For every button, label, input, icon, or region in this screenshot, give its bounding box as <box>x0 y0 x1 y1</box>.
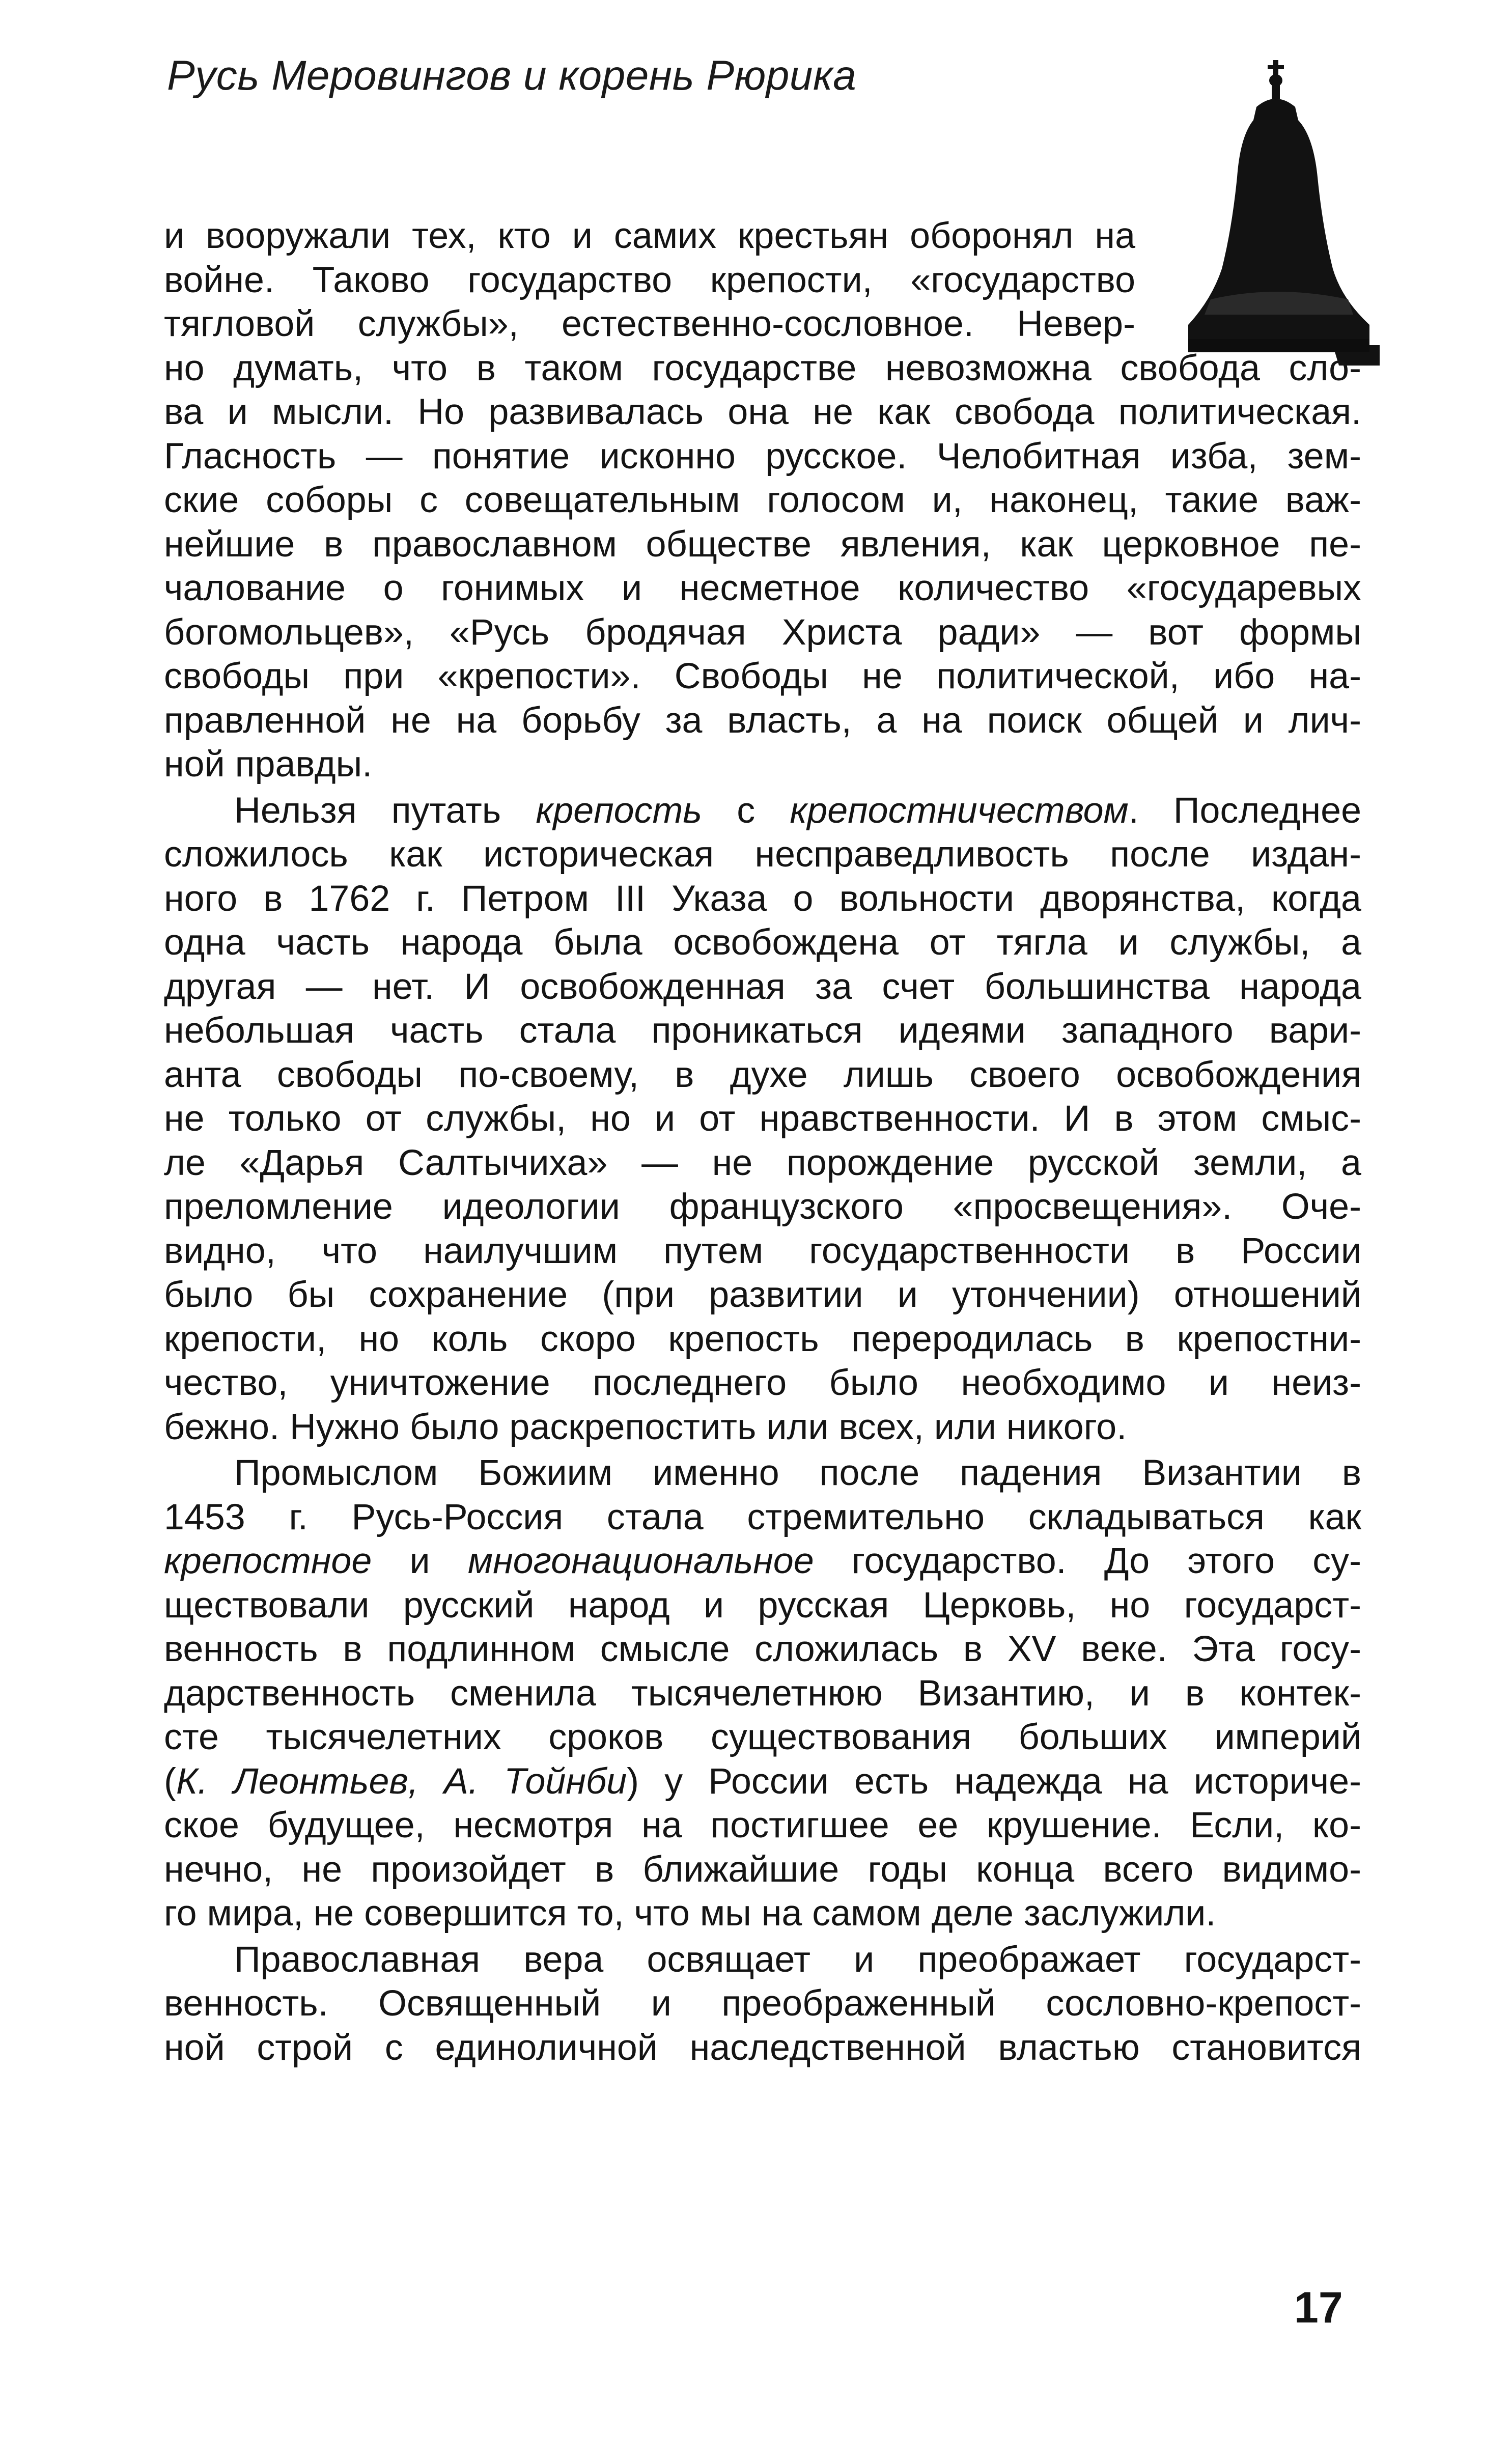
text-line: видно, что наилучшим путем государственности в России <box>164 1230 1361 1271</box>
text-line: войне. Таково государство крепости, «государство <box>164 259 1135 300</box>
emphasis-text: крепость <box>536 790 703 831</box>
text-line: ществовали русский народ и русская Церковь, но государст- <box>164 1584 1361 1626</box>
text-line: было бы сохранение (при развитии и утончении) отношений <box>164 1274 1361 1315</box>
text-line <box>164 789 1361 833</box>
text-line: сложилось как историческая несправедливость после издан- <box>164 834 1361 875</box>
text-line <box>164 1759 1361 1804</box>
text-line: преломление идеологии французского «просвещения». Оче- <box>164 1186 1361 1227</box>
emphasis-text: крепостное <box>164 1541 372 1581</box>
text-line: свободы при «крепости». Свободы не политической, ибо на- <box>164 656 1361 696</box>
paragraph-4 <box>164 1938 1361 2070</box>
text-run: . Последнее <box>1128 790 1361 831</box>
text-line: ле «Дарья Салтычиха» — не порождение русской земли, а <box>164 1142 1361 1183</box>
text-line: нечно, не произойдет в ближайшие годы конца всего видимо- <box>164 1849 1361 1890</box>
text-line <box>164 1539 1361 1583</box>
text-line: ские соборы с совещательным голосом и, наконец, такие важ- <box>164 480 1361 520</box>
text-line: бежно. Нужно было раскрепостить или всех, или никого. <box>164 1406 1127 1447</box>
text-line: го мира, не совершится то, что мы на самом деле заслужили. <box>164 1893 1216 1934</box>
text-line: ной строй с единоличной наследственной властью становится <box>164 2027 1361 2068</box>
text-run: государство. До этого су- <box>814 1541 1361 1581</box>
emphasis-text: многонациональное <box>467 1541 814 1581</box>
running-head: Русь Меровингов и корень Рюрика <box>167 52 857 99</box>
text-line: другая — нет. И освобожденная за счет большинства народа <box>164 966 1361 1007</box>
text-line: венность. Освященный и преображенный сословно-крепост- <box>164 1983 1361 2024</box>
text-line: небольшая часть стала проникаться идеями западного вари- <box>164 1010 1361 1051</box>
text-line: но думать, что в таком государстве невозможна свобода сло- <box>164 347 1361 388</box>
text-line: крепости, но коль скоро крепость переродилась в крепостни- <box>164 1318 1361 1359</box>
text-line: ва и мысли. Но развивалась она не как свобода политическая. <box>164 391 1361 432</box>
text-line: тягловой службы», естественно-сословное. Невер- <box>164 303 1135 344</box>
text-run: ) у России есть надежда на историче- <box>627 1760 1361 1802</box>
text-line: сте тысячелетних сроков существования больших империй <box>164 1717 1361 1757</box>
paragraph-3 <box>164 1451 1361 1936</box>
text-line: правленной не на борьбу за власть, а на поиск общей и лич- <box>164 699 1361 741</box>
text-line: ного в 1762 г. Петром III Указа о вольности дворянства, когда <box>164 878 1361 919</box>
text-line: богомольцев», «Русь бродячая Христа ради» — вот формы <box>164 611 1361 653</box>
text-line: Промыслом Божиим именно после падения Византии в <box>234 1452 1361 1493</box>
text-run: ( <box>164 1760 176 1802</box>
paragraph-1 <box>164 214 1361 787</box>
text-run: Нельзя путать <box>234 790 536 831</box>
page-number: 17 <box>1294 2283 1343 2332</box>
text-line: Гласность — понятие исконно русское. Челобитная изба, зем- <box>164 435 1361 477</box>
citation-names: К. Леонтьев, А. Тойнби <box>176 1760 627 1802</box>
text-line: дарственность сменила тысячелетнюю Византию, и в контек- <box>164 1672 1361 1714</box>
text-line: анта свободы по-своему, в духе лишь своего освобождения <box>164 1054 1361 1095</box>
paragraph-2 <box>164 789 1361 1449</box>
text-line: чалование о гонимых и несметное количество «государевых <box>164 568 1361 608</box>
text-run: и <box>372 1541 468 1581</box>
text-run: с <box>702 790 790 831</box>
text-line: не только от службы, но и от нравственности. И в этом смыс- <box>164 1098 1361 1139</box>
text-line: нейшие в православном обществе явления, как церковное пе- <box>164 523 1361 565</box>
text-line: одна часть народа была освобождена от тягла и службы, а <box>164 922 1361 963</box>
text-line: венность в подлинном смысле сложилась в XV веке. Эта госу- <box>164 1629 1361 1669</box>
text-line: 1453 г. Русь-Россия стала стремительно складываться как <box>164 1496 1361 1537</box>
text-line: и вооружали тех, кто и самих крестьян оборонял на <box>164 215 1135 256</box>
text-line: чество, уничтожение последнего было необходимо и неиз- <box>164 1362 1361 1403</box>
emphasis-text: крепостничеством <box>790 790 1129 831</box>
text-line: ское будущее, несмотря на постигшее ее крушение. Если, ко- <box>164 1805 1361 1845</box>
text-line: Православная вера освящает и преображает государст- <box>234 1939 1361 1980</box>
body-text <box>164 214 1361 2069</box>
text-line: ной правды. <box>164 744 373 785</box>
